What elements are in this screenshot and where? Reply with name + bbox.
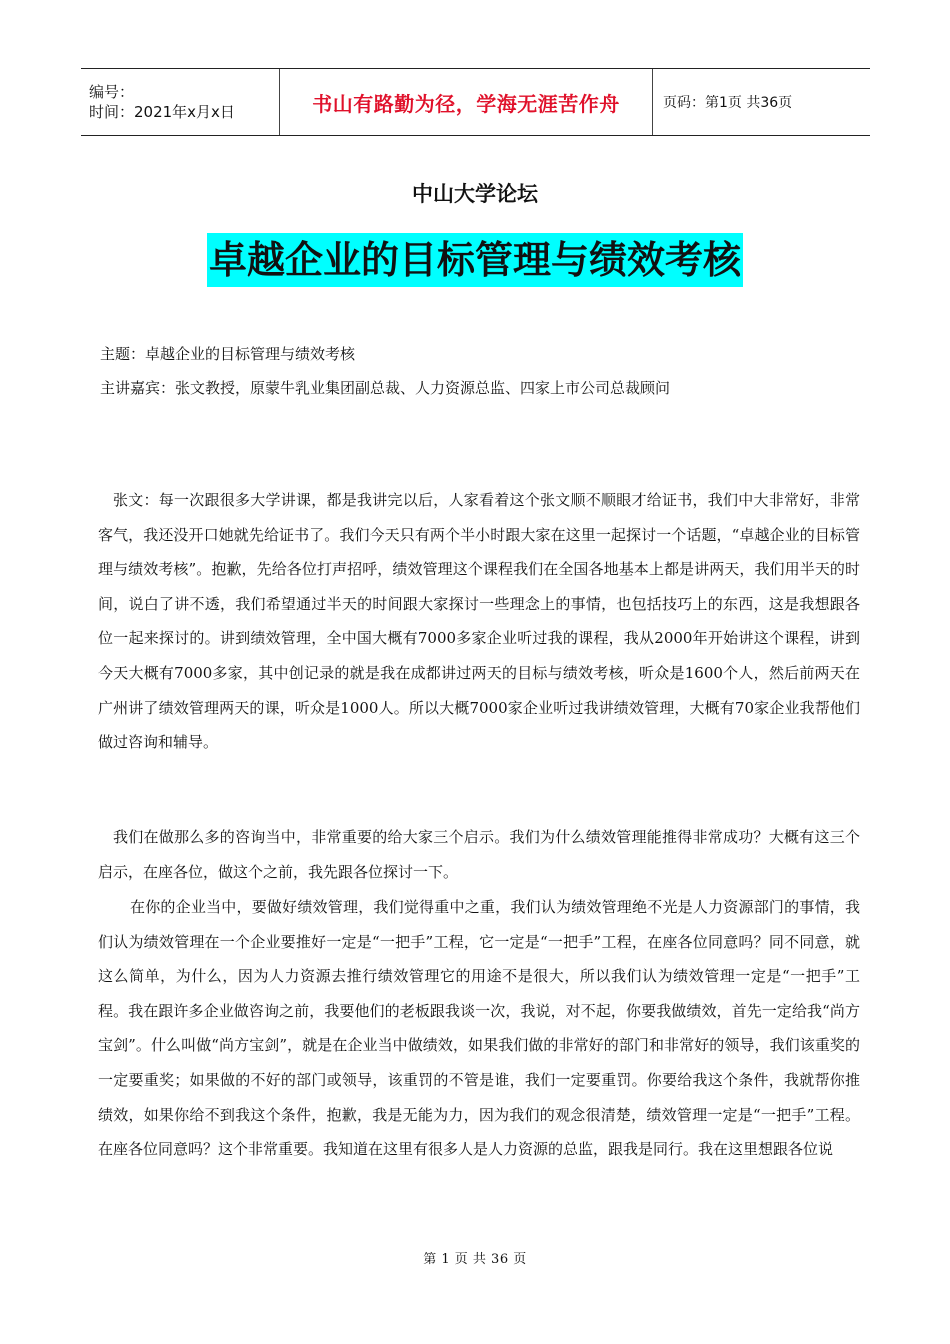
time-label: 时间：2021年x月x日 bbox=[89, 103, 235, 121]
page-info: 页码：第1页 共36页 bbox=[663, 95, 793, 111]
header-info-cell bbox=[81, 69, 280, 135]
speaker-line: 主讲嘉宾：张文教授，原蒙牛乳业集团副总裁、人力资源总监、四家上市公司总裁顾问 bbox=[100, 379, 671, 397]
main-title: 卓越企业的目标管理与绩效考核 bbox=[207, 233, 743, 287]
forum-title: 中山大学论坛 bbox=[412, 182, 538, 206]
header-page-cell bbox=[653, 69, 870, 135]
paragraph-3: 在你的企业当中，要做好绩效管理，我们觉得重中之重，我们认为绩效管理绝不光是人力资源部门的事情，我们认为绩效管理在一个企业要推好一定是“一把手”工程，它一定是“一把手”工程，在座各位同意吗？同不同意，就这么简单，为什么，因为人力资源去推行绩效管理它的用途不是很大，所以我们认为绩效管理一定是“一把手”工程。我在跟许多企业做咨询之前，我要他们的老板跟我谈一次，我说，对不起，你要我做绩效，首先一定给我“尚方宝剑”。什么叫做“尚方宝剑”，就是在企业当中做绩效，如果我们做的非常好的部门和非常好的领导，我们该重奖的一定要重奖；如果做的不好的部门或领导，该重罚的不管是谁，我们一定要重罚。你要给我这个条件，我就帮你推绩效，如果你给不到我这个条件，抱歉，我是无能为力，因为我们的观念很清楚，绩效管理一定是“一把手”工程。在座各位同意吗？这个非常重要。我知道在这里有很多人是人力资源的总监，跟我是同行。我在这里想跟各位说 bbox=[98, 898, 860, 1159]
page-header bbox=[81, 68, 870, 136]
serial-label: 编号： bbox=[89, 83, 135, 101]
topic-line: 主题：卓越企业的目标管理与绩效考核 bbox=[100, 345, 356, 363]
paragraph-2: 我们在做那么多的咨询当中，非常重要的给大家三个启示。我们为什么绩效管理能推得非常成功？大概有这三个启示，在座各位，做这个之前，我先跟各位探讨一下。 bbox=[98, 828, 860, 881]
header-motto-cell bbox=[280, 69, 653, 135]
motto: 书山有路勤为径，学海无涯苦作舟 bbox=[312, 91, 620, 116]
main-title-wrap bbox=[0, 233, 950, 287]
page-footer: 第 1 页 共 36 页 bbox=[423, 1252, 527, 1267]
paragraph-1: 张文：每一次跟很多大学讲课，都是我讲完以后，人家看着这个张文顺不顺眼才给证书，我们中大非常好，非常客气，我还没开口她就先给证书了。我们今天只有两个半小时跟大家在这里一起探讨一个话题，“卓越企业的目标管理与绩效考核”。抱歉，先给各位打声招呼，绩效管理这个课程我们在全国各地基本上都是讲两天，我们用半天的时间，说白了讲不透，我们希望通过半天的时间跟大家探讨一些理念上的事情，也包括技巧上的东西，这是我想跟各位一起来探讨的。讲到绩效管理，全中国大概有7000多家企业听过我的课程，我从2000年开始讲这个课程，讲到今天大概有7000多家，其中创记录的就是我在成都讲过两天的目标与绩效考核，听众是1600个人，然后前两天在广州讲了绩效管理两天的课，听众是1000人。所以大概7000家企业听过我讲绩效管理，大概有70家企业我帮他们做过咨询和辅导。 bbox=[98, 491, 860, 752]
